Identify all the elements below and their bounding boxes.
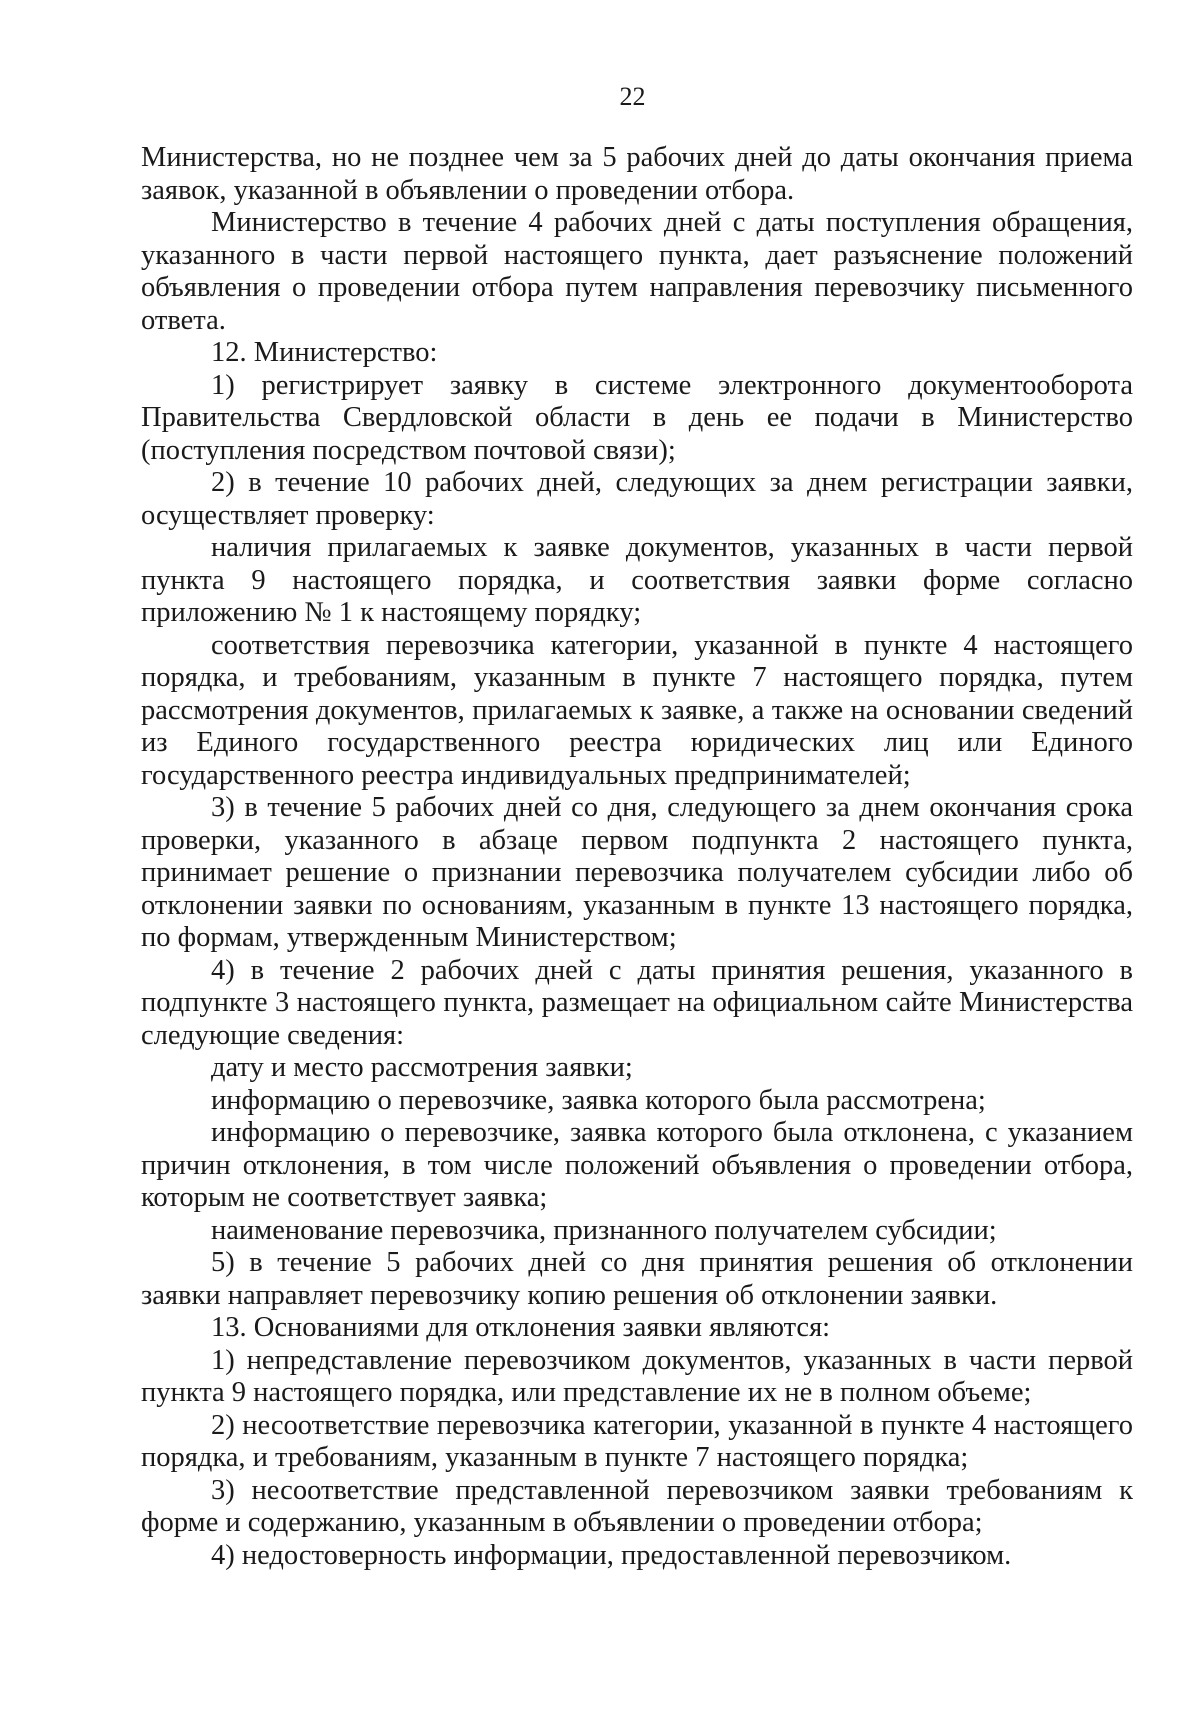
paragraph: Министерства, но не позднее чем за 5 рабочих дней до даты окончания приема заявок, указанной в объявлении о проведении отбора. bbox=[141, 142, 1133, 206]
document-body bbox=[141, 142, 1133, 1572]
list-item: 1) непредставление перевозчиком документов, указанных в части первой пункта 9 настоящего порядка, или представление их не в полном объеме; bbox=[141, 1344, 1133, 1408]
paragraph: информацию о перевозчике, заявка которого была рассмотрена; bbox=[211, 1084, 986, 1116]
page-number: 22 bbox=[619, 82, 646, 111]
list-item: 5) в течение 5 рабочих дней со дня принятия решения об отклонении заявки направляет перевозчику копию решения об отклонении заявки. bbox=[141, 1247, 1133, 1311]
list-item: 1) регистрирует заявку в системе электронного документооборота Правительства Свердловской области в день ее подачи в Министерство (поступления посредством почтовой связи); bbox=[141, 369, 1133, 466]
section-heading-13: 13. Основаниями для отклонения заявки являются: bbox=[211, 1312, 831, 1343]
paragraph: наименование перевозчика, признанного получателем субсидии; bbox=[211, 1214, 997, 1246]
paragraph: соответствия перевозчика категории, указанной в пункте 4 настоящего порядка, и требованиям, указанным в пункте 7 настоящего порядка, путем рассмотрения документов, прилагаемых к заявке, а также на основании сведений из Единого государственного реестра юридических лиц или Единого государственного реестра индивидуальных предпринимателей; bbox=[141, 629, 1133, 791]
list-item: 4) недостоверность информации, предоставленной перевозчиком. bbox=[211, 1539, 1012, 1571]
list-item: 4) в течение 2 рабочих дней с даты принятия решения, указанного в подпункте 3 настоящего пункта, размещает на официальном сайте Министерства следующие сведения: bbox=[141, 954, 1133, 1051]
list-item: 2) несоответствие перевозчика категории, указанной в пункте 4 настоящего порядка, и требованиям, указанным в пункте 7 настоящего порядка; bbox=[141, 1409, 1133, 1473]
paragraph: Министерство в течение 4 рабочих дней с даты поступления обращения, указанного в части первой настоящего пункта, дает разъяснение положений объявления о проведении отбора путем направления перевозчику письменного ответа. bbox=[141, 207, 1133, 336]
list-item: 3) несоответствие представленной перевозчиком заявки требованиям к форме и содержанию, указанным в объявлении о проведении отбора; bbox=[141, 1474, 1133, 1538]
list-item: 2) в течение 10 рабочих дней, следующих за днем регистрации заявки, осуществляет проверку: bbox=[141, 467, 1133, 531]
paragraph: наличия прилагаемых к заявке документов, указанных в части первой пункта 9 настоящего порядка, и соответствия заявки форме согласно приложению № 1 к настоящему порядку; bbox=[141, 532, 1133, 628]
paragraph: информацию о перевозчике, заявка которого была отклонена, с указанием причин отклонения, в том числе положений объявления о проведении отбора, которым не соответствует заявка; bbox=[141, 1117, 1133, 1213]
list-item: 3) в течение 5 рабочих дней со дня, следующего за днем окончания срока проверки, указанного в абзаце первом подпункта 2 настоящего пункта, принимает решение о признании перевозчика получателем субсидии либо об отклонении заявки по основаниям, указанным в пункте 13 настоящего порядка, по формам, утвержденным Министерством; bbox=[141, 792, 1133, 953]
paragraph: дату и место рассмотрения заявки; bbox=[211, 1052, 633, 1083]
section-heading-12: 12. Министерство: bbox=[211, 337, 438, 368]
